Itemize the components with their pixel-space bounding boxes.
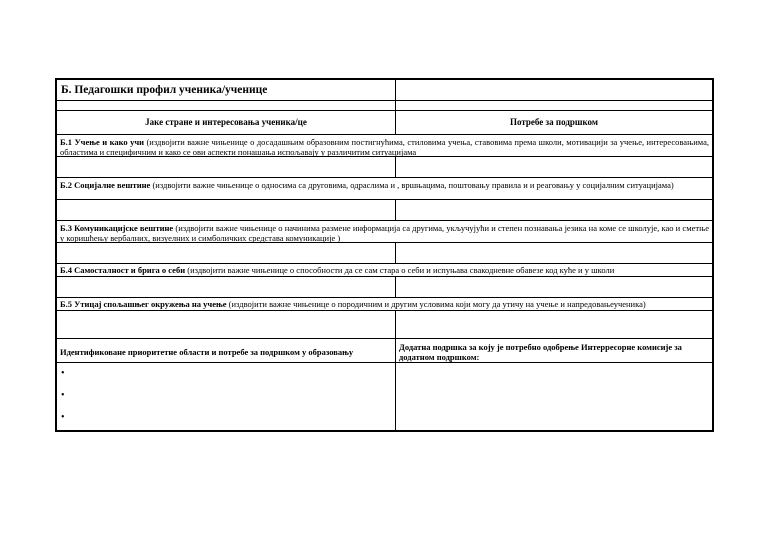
- b4-strengths-cell[interactable]: [57, 277, 396, 297]
- section-b2-row: [57, 178, 712, 200]
- section-b4-row: [57, 264, 712, 277]
- section-b2-input-row: [57, 200, 712, 221]
- priority-list[interactable]: [57, 363, 396, 430]
- column-header-row: [57, 111, 712, 135]
- section-b5-text: [57, 298, 712, 310]
- section-b3-row: [57, 221, 712, 243]
- section-b3-input-row: [57, 243, 712, 264]
- b1-support-cell[interactable]: [396, 157, 712, 177]
- b5-strengths-cell[interactable]: [57, 311, 396, 338]
- section-b4-input-row: [57, 277, 712, 298]
- section-description: (издвојити важне чињенице о досадашњим образовним постигнућима, стиловима учења, ставовима према школи, мотивацији за учење, интересовањима, областима и специфичним и како се ови аспекти понашања испољавају у различитим ситуацијама: [60, 137, 709, 156]
- b3-support-cell[interactable]: [396, 243, 712, 263]
- section-label: Б.2 Социјалне вештине: [60, 180, 151, 190]
- section-b5-input-row: [57, 311, 712, 339]
- section-description: (издвојити важне чињенице о односима са друговима, одраслима и , вршњацима, поштовању правила и и реаговању у социјалним ситуацијама): [150, 180, 674, 190]
- section-b1-row: [57, 135, 712, 157]
- b4-support-cell[interactable]: [396, 277, 712, 297]
- b2-support-cell[interactable]: [396, 200, 712, 220]
- section-b1-text: [57, 135, 712, 156]
- section-description: (издвојити важне чињенице о способности да се сам стара о себи и испуњава свакодневне обавезе код куће и у школи: [185, 265, 615, 275]
- title-row: [57, 80, 712, 101]
- bullet-item: •: [61, 412, 65, 423]
- additional-support-header: Додатна подршка за коју је потребно одобрење Интерресорне комисије за додатном подршком:: [399, 342, 682, 362]
- bullet-item: •: [61, 390, 65, 401]
- section-label: Б.4 Самосталност и брига о себи: [60, 265, 186, 275]
- b5-support-cell[interactable]: [396, 311, 712, 338]
- section-b3-text: [57, 221, 712, 242]
- b2-strengths-cell[interactable]: [57, 200, 396, 220]
- spacer-row: [57, 101, 712, 111]
- section-description: (издвојити важне чињенице о начинима размене информација са другима, укључујући и степен познавања језика на коме се школује, као и сметње у коришћењу вербалних, визуелних и симболичких средстава комуникације ): [60, 223, 709, 242]
- section-b5-row: [57, 298, 712, 311]
- section-b1-input-row: [57, 157, 712, 178]
- section-label: Б.5 Утицај спољашњег окружења на учење: [60, 299, 227, 309]
- additional-support-cell[interactable]: [396, 363, 712, 430]
- priority-header-row: [57, 339, 712, 363]
- bullet-item: •: [61, 368, 65, 379]
- b1-strengths-cell[interactable]: [57, 157, 396, 177]
- b3-strengths-cell[interactable]: [57, 243, 396, 263]
- support-needs-header: Потребе за подршком: [509, 117, 598, 127]
- spacer-left-cell[interactable]: [57, 101, 396, 110]
- section-b2-text: [57, 178, 712, 199]
- title-row-empty-cell[interactable]: [396, 80, 712, 100]
- section-title: Б. Педагошки профил ученика/ученице: [57, 80, 396, 100]
- strengths-header: Јаке стране и интересовања ученика/це: [57, 111, 396, 134]
- section-b4-text: [57, 264, 712, 276]
- spacer-right-cell[interactable]: [396, 101, 712, 110]
- section-description: (издвојити важне чињенице о породичним и другим условима који могу да утичу на учење и напредовањеученика): [226, 299, 646, 309]
- priority-areas-header: Идентификоване приоритетне области и потребе за подршком у образовању: [57, 339, 396, 362]
- section-label: Б.3 Комуникацијске вештине: [60, 223, 174, 233]
- pedagogical-profile-table: [55, 78, 714, 432]
- priority-list-row: [57, 363, 712, 430]
- section-label: Б.1 Учење и како учи: [60, 137, 145, 147]
